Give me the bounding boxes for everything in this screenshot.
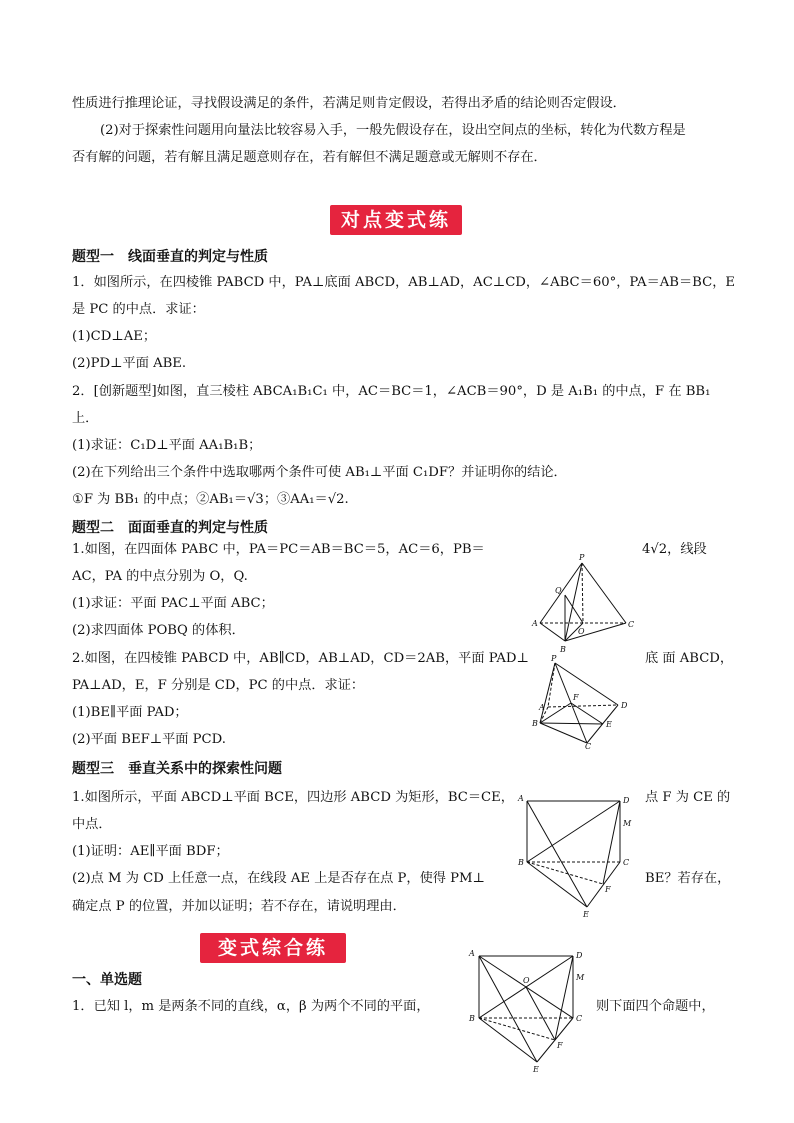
fig1-label-q: Q (555, 586, 562, 595)
fig2-label-b: B (532, 719, 538, 728)
intro-line-3: 否有解的问题，若有解且满足题意则存在，若有解但不满足题意或无解则不存在． (72, 150, 547, 165)
fig4-label-e: E (533, 1065, 539, 1074)
fig2-label-f: F (573, 693, 579, 702)
type2-p2-q2: (2)平面 BEF⊥平面 PCD. (72, 732, 226, 747)
fig2-label-d: D (621, 701, 628, 710)
fig4-label-c: C (576, 1014, 583, 1023)
type1-p2-q2: (2)在下列给出三个条件中选取哪两个条件可使 AB₁⊥平面 C₁DF？并证明你的结论． (72, 465, 567, 480)
type1-p1-line1: 1．如图所示，在四棱锥 PABCD 中，PA⊥底面 ABCD，AB⊥AD，AC⊥CD，∠ABC＝60°，PA＝AB＝BC，E (72, 275, 736, 290)
figure-tetrahedron-pabc (530, 555, 640, 655)
fig3-label-d: D (623, 796, 630, 805)
type1-p1-line2: 是 PC 的中点．求证： (72, 302, 205, 317)
fig1-label-c: C (628, 620, 635, 629)
type2-p2-line1a: 2.如图，在四棱锥 PABCD 中，AB∥CD，AB⊥AD，CD＝2AB，平面 PAD⊥ (72, 651, 529, 666)
type1-p1-q1: (1)CD⊥AE； (72, 329, 157, 344)
fig2-label-e: E (606, 720, 612, 729)
type2-p2-line1b: 底 面 ABCD， (645, 651, 734, 666)
type1-p2-q1: (1)求证：C₁D⊥平面 AA₁B₁B； (72, 438, 262, 453)
fig4-label-o: O (523, 976, 530, 985)
type3-p1-line2: 中点． (72, 817, 112, 832)
fig4-label-d: D (576, 951, 583, 960)
type2-p1-q2: (2)求四面体 POBQ 的体积． (72, 623, 245, 638)
type1-title: 题型一 线面垂直的判定与性质 (72, 249, 268, 265)
type2-title: 题型二 面面垂直的判定与性质 (72, 520, 268, 536)
fig2-label-c: C (585, 742, 592, 751)
type2-p2-q1: (1)BE∥平面 PAD； (72, 705, 188, 720)
type1-p2-line2: 上． (72, 411, 99, 426)
section-title: 一、单选题 (72, 972, 142, 988)
type2-p1-line2: AC，PA 的中点分别为 O，Q. (72, 569, 248, 584)
fig3-label-m: M (623, 819, 632, 828)
type3-p1-q1: (1)证明：AE∥平面 BDF； (72, 844, 229, 859)
fig1-label-o: O (578, 627, 585, 636)
fig4-label-a: A (469, 949, 475, 958)
type2-p1-line1a: 1.如图，在四面体 PABC 中，PA＝PC＝AB＝BC＝5，AC＝6，PB＝ (72, 542, 485, 557)
fig4-label-m: M (576, 973, 585, 982)
fig2-label-p: P (551, 654, 557, 663)
section-p1-b: 则下面四个命题中， (596, 999, 715, 1014)
fig4-label-f: F (557, 1041, 563, 1050)
figure-pyramid-pabcd (530, 655, 640, 750)
fig3-label-c: C (623, 858, 630, 867)
fig2-label-a: A (539, 703, 545, 712)
banner-comprehensive: 变式综合练 (200, 933, 346, 963)
fig3-label-f: F (605, 885, 611, 894)
type2-p2-line2: PA⊥AD，E，F 分别是 CD，PC 的中点．求证： (72, 678, 365, 693)
banner-practice: 对点变式练 (330, 205, 462, 235)
type3-p1-q3: 确定点 P 的位置，并加以证明；若不存在，请说明理由． (72, 899, 406, 914)
fig1-label-p: P (579, 553, 585, 562)
type3-p1-q2b: BE？若存在， (645, 871, 731, 886)
section-p1-a: 1．已知 l，m 是两条不同的直线，α，β 为两个不同的平面， (72, 999, 430, 1014)
type1-p2-q3: ①F 为 BB₁ 的中点；②AB₁＝√3；③AA₁＝√2. (72, 492, 349, 507)
type1-p2-line1: 2．[创新题型]如图，直三棱柱 ABCA₁B₁C₁ 中，AC＝BC＝1，∠ACB＝90°，D 是 A₁B₁ 的中点，F 在 BB₁ (72, 384, 711, 399)
figure-rect-abcd-eo (465, 950, 595, 1080)
type3-p1-line1a: 1.如图所示，平面 ABCD⊥平面 BCE，四边形 ABCD 为矩形，BC＝CE， (72, 790, 514, 805)
type3-p1-line1b: 点 F 为 CE 的 (645, 790, 731, 805)
type2-p1-q1: (1)求证：平面 PAC⊥平面 ABC； (72, 596, 274, 611)
intro-line-2: (2)对于探索性问题用向量法比较容易入手，一般先假设存在，设出空间点的坐标，转化为代数方程是 (100, 123, 686, 138)
type3-p1-q2a: (2)点 M 为 CD 上任意一点，在线段 AE 上是否存在点 P，使得 PM⊥ (72, 871, 485, 886)
type1-p1-q2: (2)PD⊥平面 ABE. (72, 356, 187, 371)
type2-p1-line1b: 4√2，线段 (642, 542, 707, 557)
fig3-label-e: E (583, 910, 589, 919)
fig4-label-b: B (469, 1014, 475, 1023)
type3-title: 题型三 垂直关系中的探索性问题 (72, 761, 282, 777)
figure-rect-abcd-e (515, 795, 640, 920)
intro-line-1: 性质进行推理论证，寻找假设满足的条件，若满足则肯定假设，若得出矛盾的结论则否定假设． (72, 96, 626, 111)
fig1-label-b: B (560, 645, 566, 654)
fig3-label-b: B (518, 858, 524, 867)
fig3-label-a: A (518, 794, 524, 803)
fig1-label-a: A (532, 619, 538, 628)
